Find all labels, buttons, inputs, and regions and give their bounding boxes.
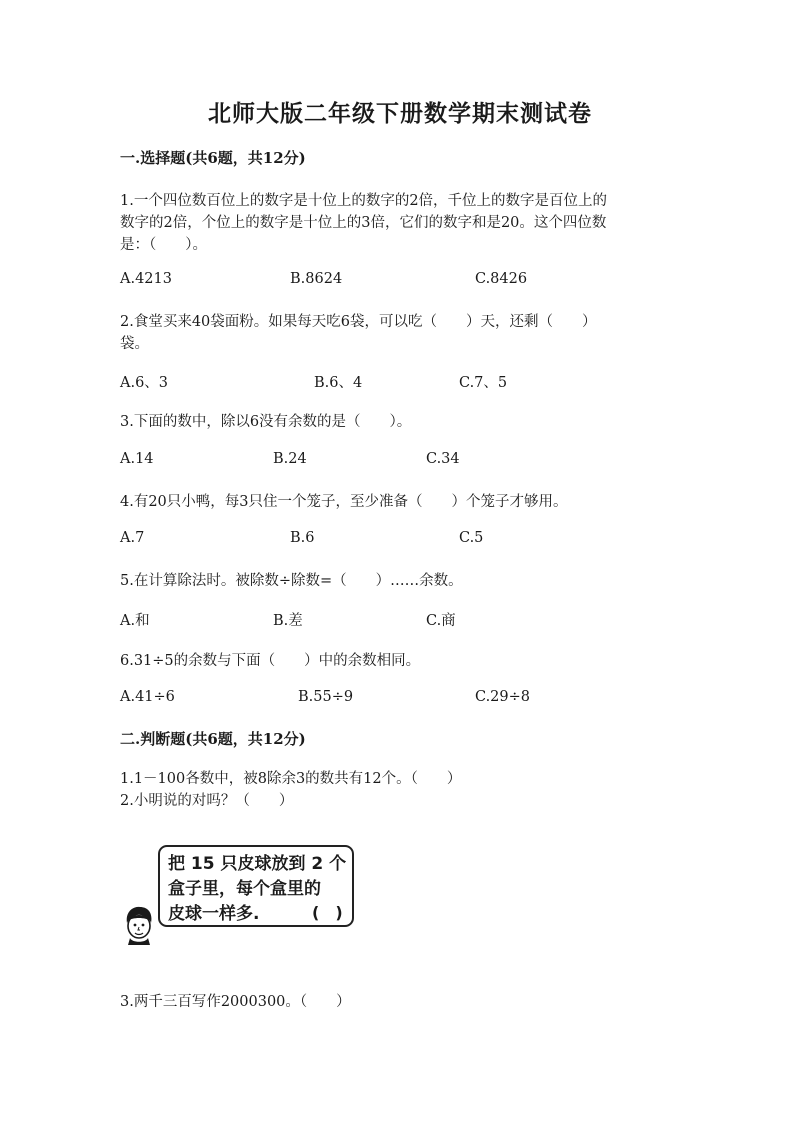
- question-4-option-b: B.6: [290, 530, 315, 546]
- page-title: 北师大版二年级下册数学期末测试卷: [208, 100, 592, 127]
- judgement-question-1: 1.1－100各数中，被8除余3的数共有12个。（ ）: [120, 771, 462, 787]
- question-3-option-b: B.24: [273, 451, 307, 467]
- speech-bubble-answer-paren: ( ): [312, 903, 343, 922]
- question-4-option-c: C.5: [459, 530, 484, 546]
- judgement-question-3: 3.两千三百写作2000300。（ ）: [120, 994, 351, 1010]
- question-2-option-a: A.6、3: [120, 375, 169, 391]
- question-1-line-3: 是：（ ）。: [120, 237, 207, 253]
- question-2-line-1: 2.食堂买来40袋面粉。如果每天吃6袋，可以吃（ ）天，还剩（ ）: [120, 314, 597, 330]
- question-6-option-c: C.29÷8: [475, 689, 531, 705]
- question-1-option-b: B.8624: [290, 271, 343, 287]
- question-2-line-2: 袋。: [120, 336, 149, 352]
- question-6-line-1: 6.31÷5的余数与下面（ ）中的余数相同。: [120, 653, 421, 669]
- question-6-option-a: A.41÷6: [120, 689, 175, 705]
- question-1-option-c: C.8426: [475, 271, 528, 287]
- question-5-option-b: B.差: [273, 613, 303, 629]
- question-1-option-a: A.4213: [120, 271, 172, 287]
- boy-face-icon: [122, 905, 156, 945]
- question-5-option-a: A.和: [120, 613, 150, 629]
- speech-bubble-line-2: 盒子里，每个盒里的: [168, 879, 321, 899]
- question-2-option-b: B.6、4: [314, 375, 363, 391]
- question-3-option-a: A.14: [120, 451, 154, 467]
- question-4-option-a: A.7: [120, 530, 145, 546]
- question-3-option-c: C.34: [426, 451, 460, 467]
- question-6-option-b: B.55÷9: [298, 689, 354, 705]
- question-1-line-1: 1.一个四位数百位上的数字是十位上的数字的2倍，千位上的数字是百位上的: [120, 193, 608, 209]
- judgement-question-2: 2.小明说的对吗？（ ）: [120, 793, 294, 809]
- question-1-line-2: 数字的2倍，个位上的数字是十位上的3倍，它们的数字和是20。这个四位数: [120, 215, 607, 231]
- question-3-line-1: 3.下面的数中，除以6没有余数的是（ ）。: [120, 414, 412, 430]
- speech-bubble-line-1: 把 15 只皮球放到 2 个: [168, 854, 347, 874]
- question-2-option-c: C.7、5: [459, 375, 508, 391]
- section-heading-judgement: 二.判断题(共6题，共12分): [120, 730, 306, 748]
- speech-bubble-line-3: 皮球一样多.: [168, 904, 260, 924]
- question-5-option-c: C.商: [426, 613, 456, 629]
- section-heading-choice: 一.选择题(共6题，共12分): [120, 149, 306, 167]
- question-4-line-1: 4.有20只小鸭，每3只住一个笼子，至少准备（ ）个笼子才够用。: [120, 494, 568, 510]
- question-5-line-1: 5.在计算除法时。被除数÷除数=（ ）……余数。: [120, 573, 463, 589]
